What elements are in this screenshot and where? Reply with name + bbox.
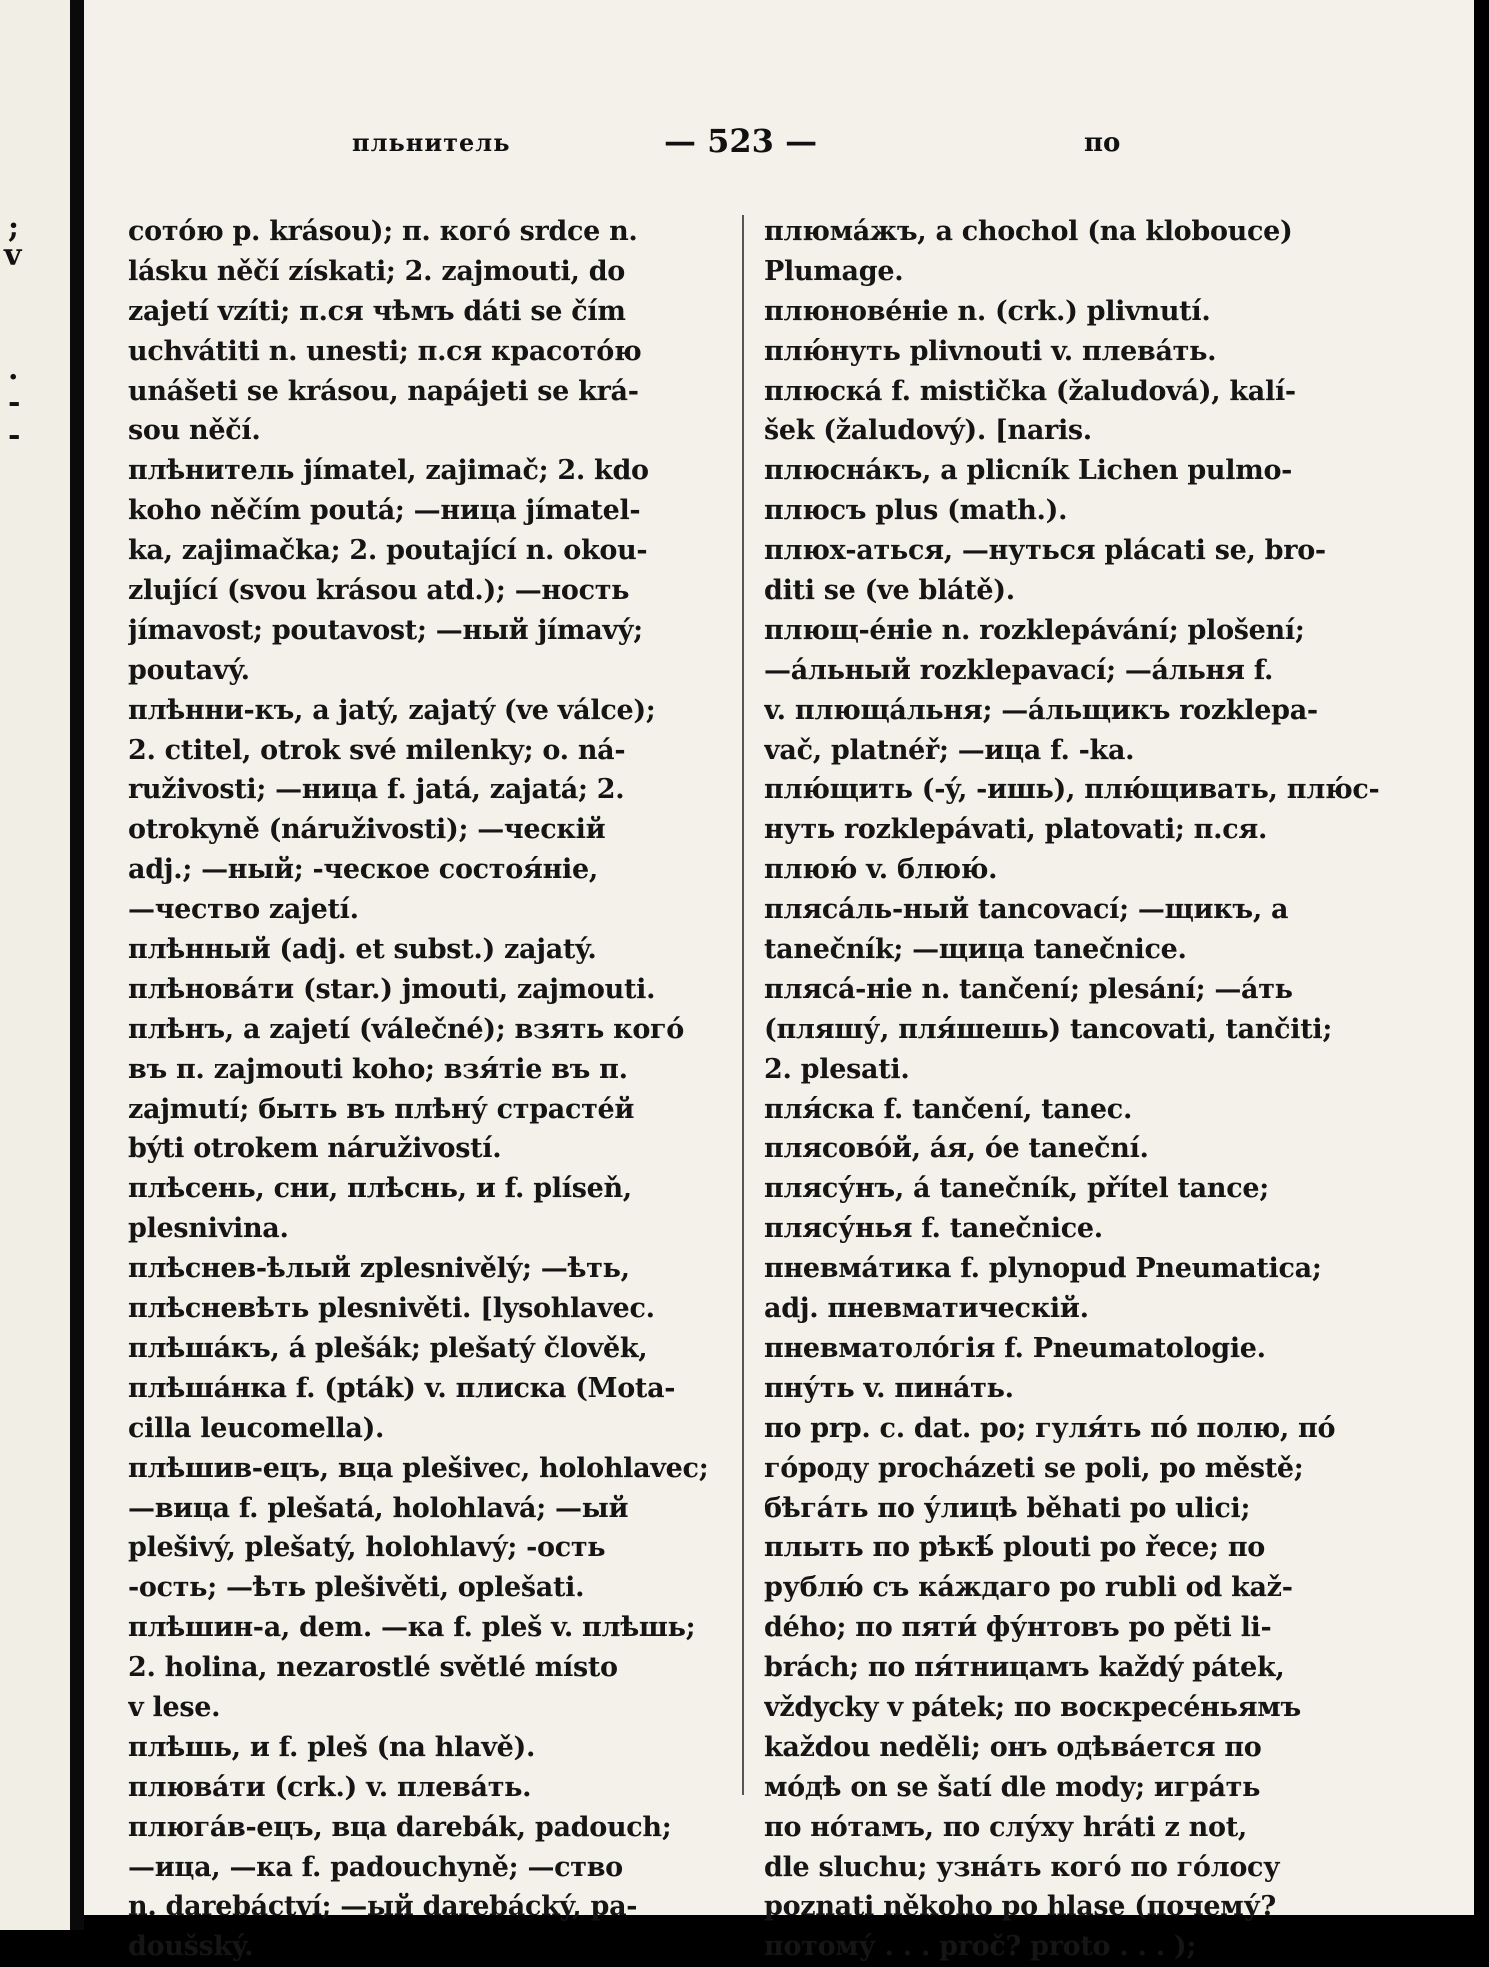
page-number: — 523 —: [664, 122, 818, 160]
text-line: плѣновáти (star.) jmouti, zajmouti.: [128, 973, 656, 1005]
text-line: пневмáтика f. plynopud Pneumatica;: [764, 1253, 1322, 1285]
text-line: ka, zajimačka; 2. poutající n. okou-: [128, 535, 648, 567]
text-line: plešivý, plešatý, holohlavý; -ость: [128, 1532, 606, 1564]
text-line: бѣгáть по у́лицѣ běhati po ulici;: [764, 1492, 1251, 1524]
text-line: пневматолóгія f. Pneumatologie.: [764, 1332, 1266, 1364]
text-line: плясу́нъ, á tanečník, přítel tance;: [764, 1173, 1269, 1205]
text-line: šek (žaludový). [naris.: [764, 415, 1092, 447]
text-line: рублю́ съ кáждаго po rubli od kaž-: [764, 1572, 1293, 1604]
text-line: býti otrokem náruživostí.: [128, 1133, 502, 1165]
text-line: плюх-аться, —нуться plácati se, bro-: [764, 535, 1326, 567]
adjacent-page-fragment: [0, 0, 70, 1930]
text-line: plesnivina.: [128, 1213, 289, 1245]
text-line: плѣсень, сни, плѣснь, и f. plíseň,: [128, 1173, 632, 1205]
text-line: плѣшив-ецъ, вца plešivec, holohlavec;: [128, 1452, 709, 1484]
margin-fragment: ;: [8, 210, 20, 245]
text-line: Plumage.: [764, 255, 904, 287]
text-line: нуть rozklepávati, platovati; п.ся.: [764, 814, 1268, 846]
text-line: плѣнъ, a zajetí (válečné); взять когó: [128, 1013, 684, 1045]
text-line: dého; по пяти́ фу́нтовъ po pěti li-: [764, 1612, 1272, 1644]
text-line: zlující (svou krásou atd.); —ность: [128, 575, 630, 607]
left-column: [128, 212, 738, 1967]
dictionary-page: [84, 0, 1474, 1963]
text-line: плѣнни-къ, a jatý, zajatý (ve válce);: [128, 694, 656, 726]
text-line: 2. ctitel, otrok své milenky; o. ná-: [128, 734, 626, 766]
text-line: -ость; —ѣть plešivěti, oplešati.: [128, 1572, 585, 1604]
text-line: n. darebáctví; —ый darebácký, pa-: [128, 1891, 638, 1923]
text-line: uchvátiti n. unesti; п.ся красотóю: [128, 335, 642, 367]
text-line: гóроду procházeti se poli, po městě;: [764, 1452, 1304, 1484]
text-line: плѣшáнка f. (pták) v. плиска (Mota-: [128, 1372, 676, 1404]
text-line: (пляшу́, пля́шешь) tancovati, tančiti;: [764, 1013, 1333, 1045]
text-line: 2. holina, nezarostlé světlé místo: [128, 1652, 618, 1684]
text-line: плюскá f. mistička (žaludová), kalí-: [764, 375, 1296, 407]
text-line: плюновéніе n. (crk.) plivnutí.: [764, 295, 1211, 327]
text-line: плѣснев-ѣлый zplesnivělý; —ѣть,: [128, 1253, 630, 1285]
text-line: v lese.: [128, 1691, 221, 1723]
text-line: —ица, —ка f. padouchyně; —ство: [128, 1851, 623, 1883]
text-line: потому́ . . . proč? proto . . . );: [764, 1931, 1197, 1963]
text-line: adj.; —ный; -ческое состоя́ніе,: [128, 854, 598, 886]
text-line: sou něčí.: [128, 415, 261, 447]
text-line: плясáль-ный tancovací; —щикъ, a: [764, 894, 1289, 926]
text-line: плѣшáкъ, á plešák; plešatý člověk,: [128, 1332, 648, 1364]
text-line: dle sluchu; узнáть когó по гóлосу: [764, 1851, 1281, 1883]
text-line: diti se (ve blátě).: [764, 575, 1015, 607]
page-header: [84, 122, 1474, 168]
margin-fragment: .: [8, 352, 19, 387]
text-line: плясовóй, áя, óе taneční.: [764, 1133, 1149, 1165]
text-line: въ п. zajmouti koho; взя́тіе въ п.: [128, 1053, 628, 1085]
text-line: пля́ска f. tančení, tanec.: [764, 1093, 1133, 1125]
text-line: мóдѣ on se šatí dle mody; игрáть: [764, 1771, 1261, 1803]
text-line: zajmutí; быть въ плѣну́ страстéй: [128, 1093, 635, 1125]
text-line: jímavost; poutavost; —ный jímavý;: [128, 614, 643, 646]
right-column: [764, 212, 1444, 1967]
text-line: v. плющáльня; —áльщикъ rozklepa-: [764, 694, 1318, 726]
text-line: poznati někoho po hlase (почему́?: [764, 1891, 1276, 1923]
text-line: плювáти (crk.) v. плевáть.: [128, 1771, 532, 1803]
text-line: плѣсневѣть plesnivěti. [lysohlavec.: [128, 1293, 655, 1325]
text-line: vač, platnéř; —ица f. -ka.: [764, 734, 1135, 766]
text-line: плясу́нья f. tanečnice.: [764, 1213, 1103, 1245]
text-line: плѣнный (adj. et subst.) zajatý.: [128, 934, 597, 966]
text-line: по нóтамъ, по слу́ху hráti z not,: [764, 1811, 1247, 1843]
text-line: плющ-éніе n. rozklepávání; plošení;: [764, 614, 1305, 646]
page-gutter: [70, 0, 84, 1930]
text-line: плю́щить (-ý, -ишь), плю́щивать, плю́с-: [764, 774, 1380, 806]
text-line: doušský.: [128, 1931, 254, 1963]
text-line: otrokyně (náruživosti); —ческій: [128, 814, 606, 846]
text-line: unášeti se krásou, napájeti se krá-: [128, 375, 639, 407]
text-line: плѣнитель jímatel, zajimač; 2. kdo: [128, 455, 649, 487]
text-line: lásku něčí získati; 2. zajmouti, do: [128, 255, 625, 287]
text-line: zajetí vzíti; п.ся чѣмъ dáti se čím: [128, 295, 626, 327]
text-line: 2. plesati.: [764, 1053, 910, 1085]
text-line: koho něčím poutá; —ница jímatel-: [128, 495, 641, 527]
text-line: плѣшин-а, dem. —ка f. pleš v. плѣшь;: [128, 1612, 696, 1644]
text-line: vždycky v pátek; по воскресéньямъ: [764, 1691, 1301, 1723]
text-line: плюснáкъ, a plicník Lichen pulmo-: [764, 455, 1293, 487]
header-left-guideword: пльнитель: [352, 128, 511, 157]
text-line: —чество zajetí.: [128, 894, 359, 926]
text-line: плю́нуть plivnouti v. плевáть.: [764, 335, 1217, 367]
text-line: сотóю p. krásou); п. когó srdce n.: [128, 216, 638, 247]
text-line: по prp. c. dat. po; гуля́ть по́ полю, по́: [764, 1412, 1336, 1444]
text-line: пну́ть v. пинáть.: [764, 1372, 1014, 1404]
text-line: плясá-ніе n. tančení; plesání; —áть: [764, 973, 1293, 1005]
text-line: každou neděli; онъ одѣвáется по: [764, 1731, 1262, 1763]
text-line: cilla leucomella).: [128, 1412, 385, 1444]
text-line: brách; по пя́тницамъ každý pátek,: [764, 1652, 1285, 1684]
text-line: плюмáжъ, a chochol (na klobouce): [764, 216, 1293, 247]
text-line: adj. пневматическій.: [764, 1293, 1089, 1325]
text-line: плыть по рѣкѣ́ plouti po řece; по: [764, 1532, 1265, 1564]
header-right-guideword: по: [1084, 128, 1121, 158]
margin-fragment: v: [4, 238, 22, 273]
margin-fragment: -: [8, 418, 21, 453]
margin-fragment: -: [8, 385, 21, 420]
text-line: плѣшь, и f. pleš (na hlavě).: [128, 1731, 536, 1763]
text-line: tanečník; —щица tanečnice.: [764, 934, 1187, 966]
text-line: poutavý.: [128, 654, 250, 686]
text-line: плюю́ v. блюю́.: [764, 854, 998, 886]
text-line: плюгáв-ецъ, вца darebák, padouch;: [128, 1811, 672, 1843]
text-line: —вица f. plešatá, holohlavá; —ый: [128, 1492, 629, 1524]
text-line: плюсъ plus (math.).: [764, 495, 1068, 527]
text-line: ruživosti; —ница f. jatá, zajatá; 2.: [128, 774, 625, 806]
column-divider: [742, 215, 744, 1795]
text-line: —áльный rozklepavací; —áльня f.: [764, 654, 1274, 686]
